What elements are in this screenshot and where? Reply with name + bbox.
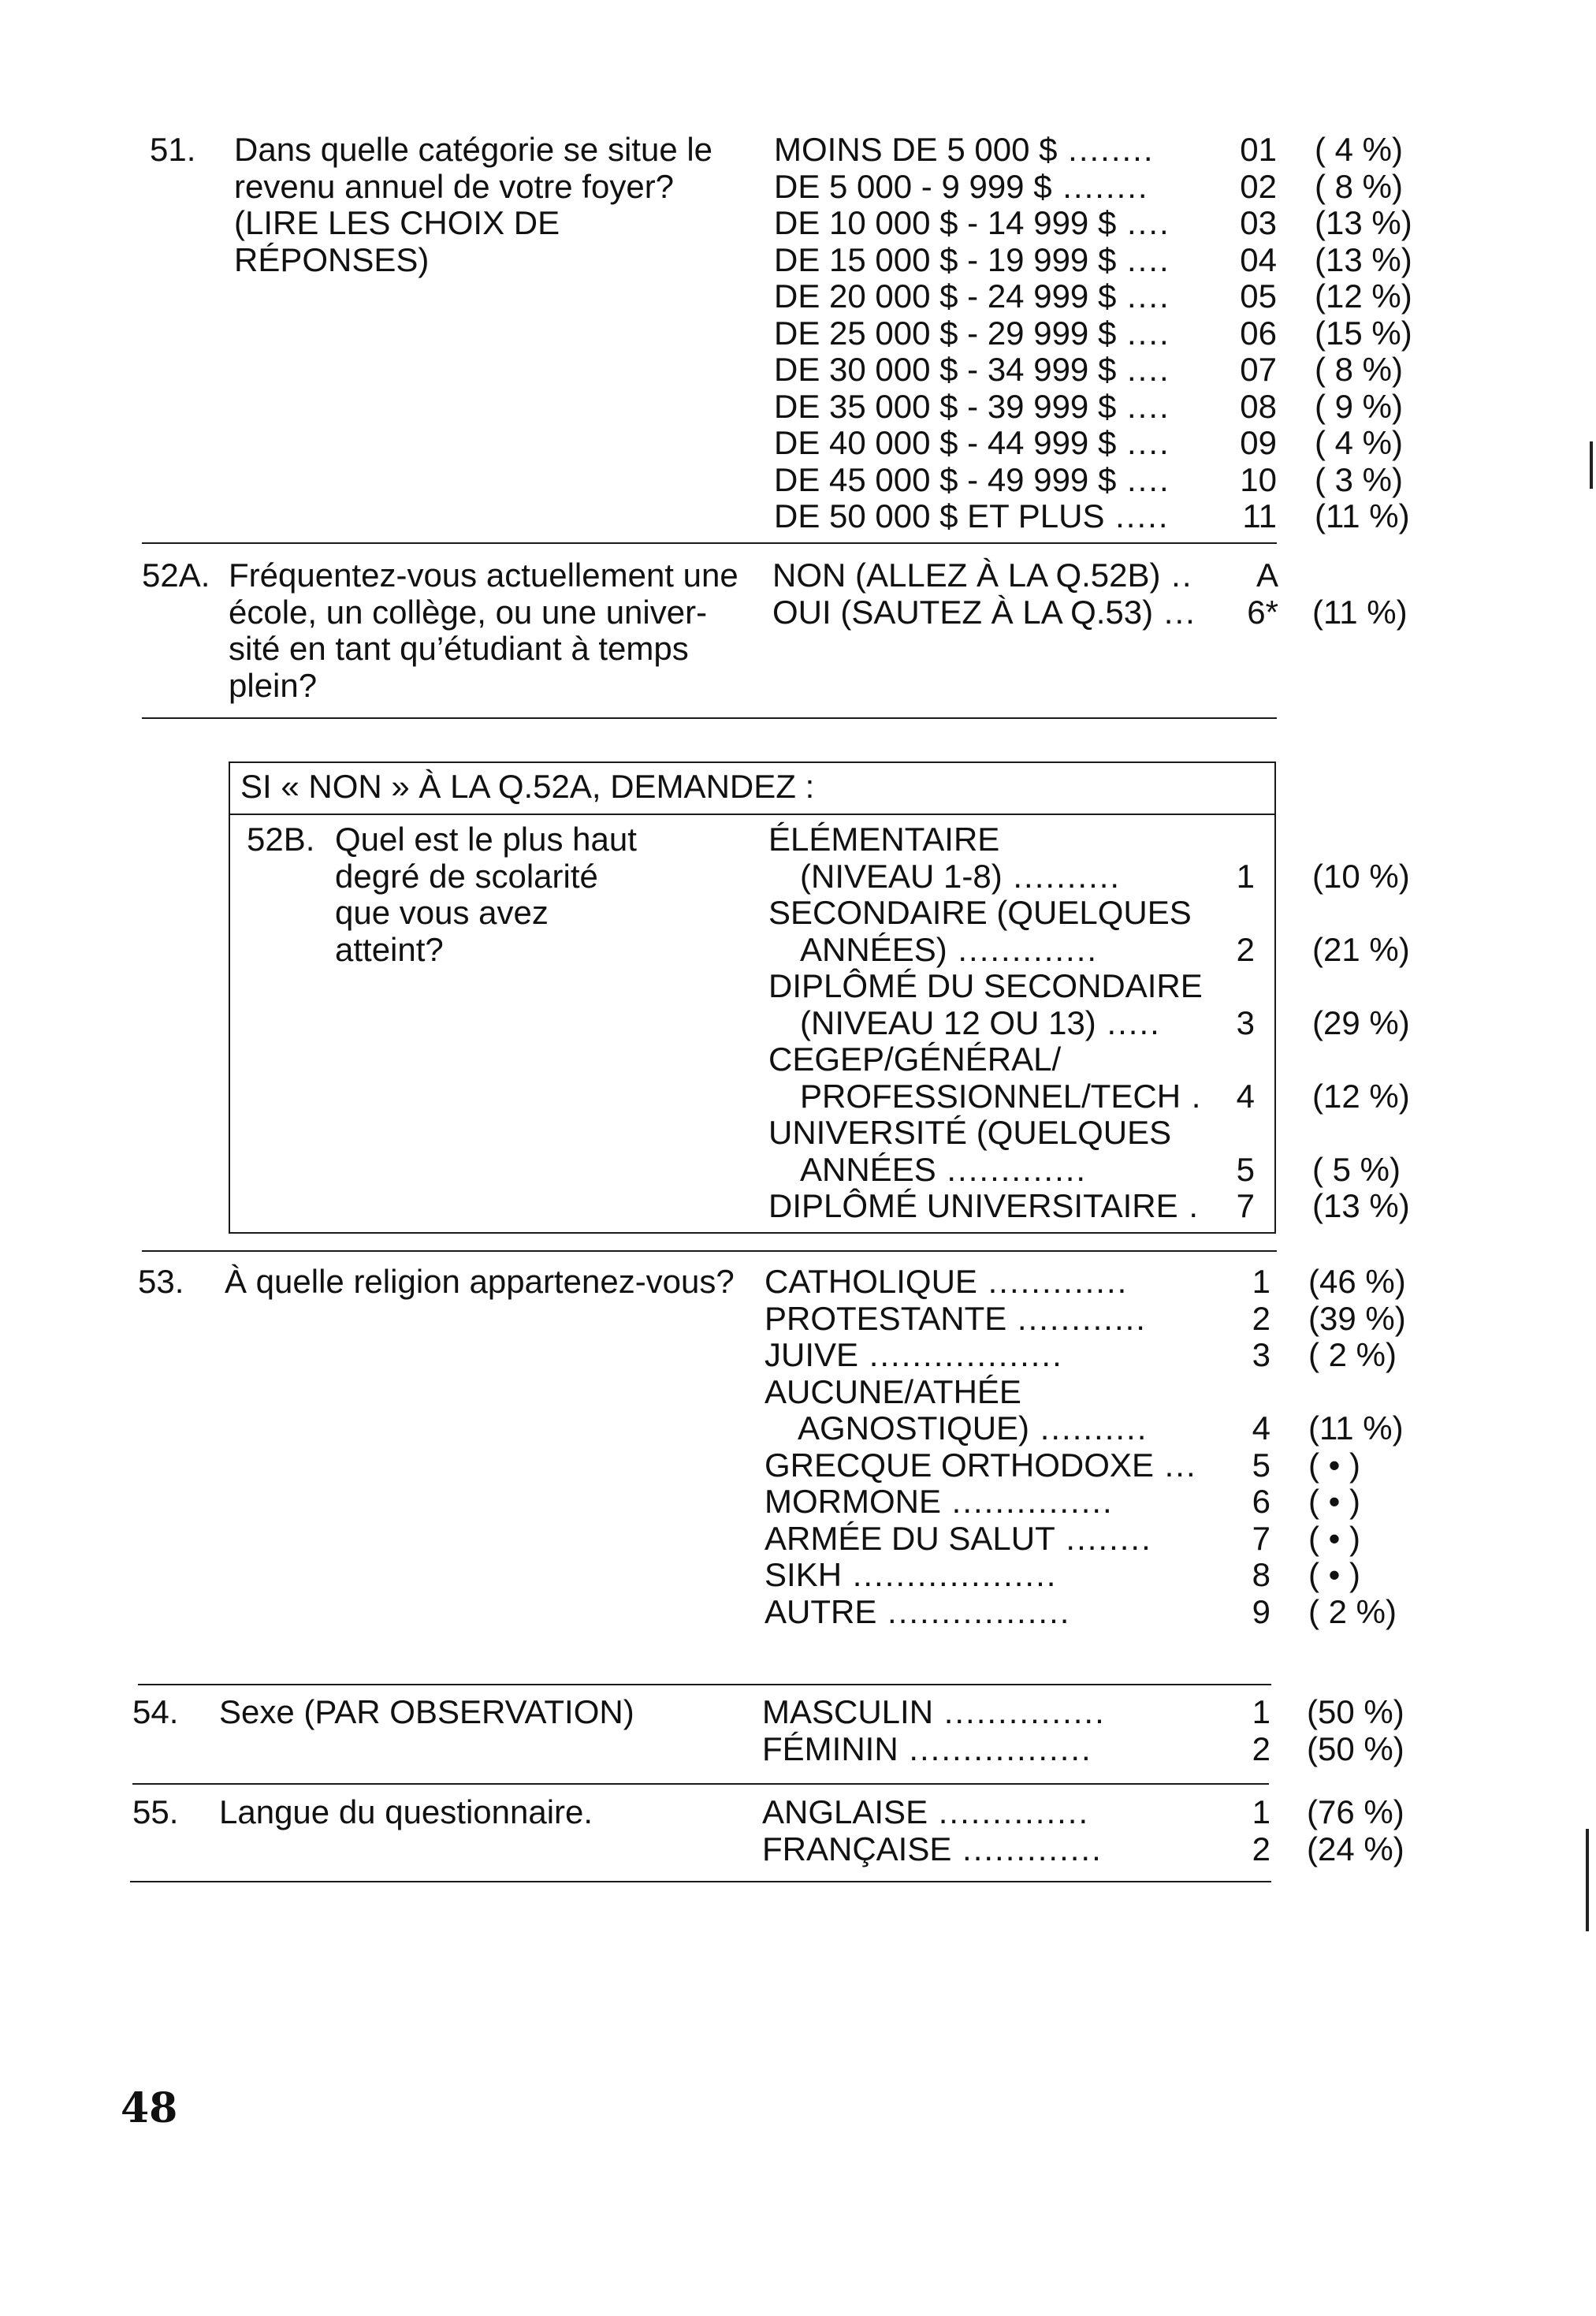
- q51-text-line: Dans quelle catégorie se situe le: [234, 131, 713, 168]
- q51-option-leader-dots: .....: [1104, 497, 1170, 534]
- q51-option-text: DE 25 000 $ - 29 999 $: [774, 314, 1117, 352]
- q52b-option-text: ANNÉES: [800, 1150, 936, 1188]
- q51-number: 51.: [150, 131, 196, 168]
- q52a-number: 52A.: [142, 557, 210, 594]
- q51-option-label: [774, 205, 1170, 242]
- q52b-option-label: [800, 1005, 1161, 1042]
- q51-option-label: [774, 278, 1170, 315]
- q52a-option-code: 6*: [1247, 593, 1278, 631]
- q52a-text-line: Fréquentez-vous actuellement une: [229, 557, 738, 594]
- q53-option-percentage: ( • ): [1308, 1446, 1361, 1484]
- q51-option-label: [774, 242, 1170, 279]
- q55-number: 55.: [132, 1793, 179, 1830]
- q53-option-heading: AUCUNE/ATHÉE: [765, 1372, 1021, 1410]
- q53-option-label: [765, 1557, 1057, 1594]
- q55-question-text: [219, 1794, 724, 1831]
- q52b-option-percentage: (13 %): [1312, 1187, 1410, 1224]
- scan-mark: [1586, 1829, 1589, 1931]
- q53-option-leader-dots: ..................: [858, 1336, 1063, 1373]
- q51-option-leader-dots: ....: [1116, 240, 1170, 278]
- q51-option-leader-dots: ........: [1057, 131, 1155, 168]
- q52b-option-text: ANNÉES): [800, 930, 947, 968]
- q52b-option-code: 5: [1236, 1150, 1255, 1188]
- section-divider: [132, 1783, 1269, 1785]
- q51-option-percentage: (12 %): [1315, 277, 1412, 315]
- q53-option-code: 5: [1252, 1446, 1270, 1484]
- q54-number: 54.: [132, 1693, 179, 1730]
- q52b-question-text: [335, 821, 839, 968]
- q51-option-leader-dots: ....: [1116, 277, 1170, 315]
- section-divider: [142, 542, 1277, 544]
- q54-text-line: Sexe (PAR OBSERVATION): [219, 1693, 634, 1730]
- q52a-text-line: école, un collège, ou une univer-: [229, 593, 708, 631]
- q51-option-label: [774, 352, 1170, 389]
- q51-option-percentage: (15 %): [1315, 314, 1412, 352]
- q52a-option-label: [772, 594, 1196, 631]
- q52b-option-leader-dots: .: [1181, 1077, 1203, 1115]
- q51-option-leader-dots: ....: [1116, 460, 1170, 498]
- q52b-option-code: 3: [1236, 1003, 1255, 1041]
- q53-option-text: GRECQUE ORTHODOXE: [765, 1446, 1154, 1484]
- q51-option-code: 11: [1242, 497, 1277, 534]
- q52b-text-line: atteint?: [335, 930, 444, 968]
- q53-option-label: [765, 1337, 1063, 1374]
- q52b-option-leader-dots: .............: [936, 1150, 1088, 1188]
- q52b-option-text: DIPLÔMÉ UNIVERSITAIRE: [768, 1187, 1178, 1224]
- q52b-option-leader-dots: .: [1177, 1187, 1200, 1224]
- q55-text-line: Langue du questionnaire.: [219, 1793, 593, 1830]
- q52a-question-text: [229, 557, 738, 704]
- q52b-option-leader-dots: .............: [947, 930, 1099, 968]
- q53-option-code: 4: [1252, 1409, 1270, 1447]
- q55-option-code: 1: [1252, 1793, 1270, 1830]
- q51-option-percentage: ( 4 %): [1315, 424, 1404, 461]
- q53-option-text: AGNOSTIQUE): [798, 1409, 1030, 1447]
- scan-mark: [1590, 441, 1593, 489]
- q52b-option-code: 4: [1236, 1077, 1255, 1115]
- q51-option-percentage: ( 3 %): [1315, 460, 1404, 498]
- q53-option-percentage: ( • ): [1308, 1556, 1361, 1593]
- q54-option-label: [762, 1731, 1092, 1768]
- q55-option-text: ANGLAISE: [762, 1793, 928, 1830]
- q52a-option-leader-dots: ...: [1153, 593, 1196, 631]
- q52a-text-line: sité en tant qu’étudiant à temps: [229, 630, 689, 667]
- q51-option-text: MOINS DE 5 000 $: [774, 131, 1058, 168]
- q52b-text-line: que vous avez: [335, 894, 549, 931]
- q54-option-code: 2: [1252, 1730, 1270, 1767]
- q54-option-text: FÉMININ: [762, 1730, 898, 1767]
- q52a-text-line: plein?: [229, 666, 318, 704]
- q51-option-code: 06: [1240, 314, 1277, 352]
- q52b-option-percentage: (10 %): [1312, 857, 1410, 895]
- q52b-option-percentage: (12 %): [1312, 1077, 1410, 1115]
- q53-option-percentage: ( • ): [1308, 1519, 1361, 1557]
- q53-option-label: [765, 1521, 1152, 1558]
- q51-option-code: 03: [1240, 204, 1277, 241]
- q53-option-text: CATHOLIQUE: [765, 1263, 977, 1300]
- q51-option-label: [774, 169, 1149, 206]
- q55-option-percentage: (76 %): [1307, 1793, 1404, 1830]
- q53-option-percentage: (39 %): [1308, 1299, 1406, 1337]
- q53-number: 53.: [138, 1263, 184, 1300]
- q52b-option-label: [800, 858, 1121, 895]
- q53-option-leader-dots: .............: [977, 1263, 1129, 1300]
- q53-text-line: À quelle religion appartenez-vous?: [225, 1263, 735, 1300]
- q54-option-text: MASCULIN: [762, 1693, 934, 1730]
- q51-option-code: 10: [1240, 460, 1277, 498]
- q51-option-text: DE 5 000 - 9 999 $: [774, 167, 1052, 205]
- q53-option-percentage: ( 2 %): [1308, 1336, 1397, 1373]
- q53-option-percentage: ( 2 %): [1308, 1592, 1397, 1630]
- q51-option-percentage: ( 8 %): [1315, 351, 1404, 388]
- q52b-option-label: [768, 1188, 1200, 1225]
- q51-option-percentage: (13 %): [1315, 204, 1412, 241]
- q51-option-code: 07: [1240, 351, 1277, 388]
- q51-option-leader-dots: ....: [1116, 314, 1170, 352]
- q52b-option-percentage: (29 %): [1312, 1003, 1410, 1041]
- q53-option-leader-dots: ...............: [941, 1483, 1114, 1520]
- q52b-option-heading: CEGEP/GÉNÉRAL/: [768, 1041, 1062, 1078]
- q55-option-text: FRANÇAISE: [762, 1830, 952, 1867]
- q51-option-code: 01: [1240, 131, 1277, 168]
- q52b-text-line: degré de scolarité: [335, 857, 598, 895]
- q51-option-text: DE 45 000 $ - 49 999 $: [774, 460, 1117, 498]
- q52b-option-text: PROFESSIONNEL/TECH: [800, 1077, 1181, 1115]
- q51-option-leader-dots: ....: [1116, 351, 1170, 388]
- q51-option-label: [774, 315, 1170, 352]
- q54-option-percentage: (50 %): [1307, 1693, 1404, 1730]
- q53-option-label: [765, 1594, 1070, 1631]
- q52b-text-line: Quel est le plus haut: [335, 821, 637, 858]
- q52b-option-heading: DIPLÔMÉ DU SECONDAIRE: [768, 967, 1203, 1004]
- q53-option-text: SIKH: [765, 1556, 843, 1593]
- q55-option-label: [762, 1794, 1089, 1831]
- section-divider: [138, 1684, 1271, 1685]
- q52b-option-heading: UNIVERSITÉ (QUELQUES: [768, 1114, 1172, 1151]
- q53-option-label: [765, 1301, 1147, 1338]
- q52b-option-percentage: (21 %): [1312, 930, 1410, 968]
- q51-option-text: DE 35 000 $ - 39 999 $: [774, 387, 1117, 425]
- q51-option-percentage: ( 4 %): [1315, 131, 1404, 168]
- q52b-option-percentage: ( 5 %): [1312, 1150, 1401, 1188]
- q51-option-text: DE 30 000 $ - 34 999 $: [774, 351, 1117, 388]
- q53-option-code: 1: [1252, 1263, 1270, 1300]
- q51-option-percentage: ( 8 %): [1315, 167, 1404, 205]
- q53-option-code: 6: [1252, 1483, 1270, 1520]
- q51-option-label: [774, 498, 1169, 535]
- q51-option-leader-dots: ....: [1116, 204, 1170, 241]
- q53-option-text: AUTRE: [765, 1592, 877, 1630]
- q51-option-text: DE 50 000 $ ET PLUS: [774, 497, 1105, 534]
- q52b-option-code: 2: [1236, 930, 1255, 968]
- q51-option-percentage: (13 %): [1315, 240, 1412, 278]
- q51-option-code: 05: [1240, 277, 1277, 315]
- q53-option-code: 9: [1252, 1592, 1270, 1630]
- q53-option-percentage: (11 %): [1308, 1409, 1404, 1447]
- section-divider: [142, 1250, 1277, 1252]
- q51-option-code: 09: [1240, 424, 1277, 461]
- q53-option-code: 3: [1252, 1336, 1270, 1373]
- q51-text-line: (LIRE LES CHOIX DE: [234, 204, 560, 241]
- q52a-option-code: A: [1256, 557, 1278, 594]
- q51-option-code: 08: [1240, 387, 1277, 425]
- q51-option-text: DE 15 000 $ - 19 999 $: [774, 240, 1117, 278]
- q53-option-leader-dots: .................: [876, 1592, 1071, 1630]
- q53-option-leader-dots: ...................: [842, 1556, 1058, 1593]
- q52b-option-leader-dots: ..........: [1002, 857, 1122, 895]
- q53-option-percentage: ( • ): [1308, 1483, 1361, 1520]
- q53-option-label: [798, 1410, 1148, 1447]
- page-number: 48: [121, 2084, 178, 2132]
- q55-option-leader-dots: .............: [951, 1830, 1103, 1867]
- q54-question-text: [219, 1694, 724, 1731]
- q52b-option-heading: ÉLÉMENTAIRE: [768, 821, 1000, 858]
- q53-option-code: 8: [1252, 1556, 1270, 1593]
- q52b-option-label: [800, 1078, 1202, 1115]
- q53-option-leader-dots: ...: [1153, 1446, 1197, 1484]
- q51-option-text: DE 40 000 $ - 44 999 $: [774, 424, 1117, 461]
- q53-option-leader-dots: ........: [1055, 1519, 1152, 1557]
- section-divider: [130, 1881, 1271, 1882]
- q52a-option-text: NON (ALLEZ À LA Q.52B): [772, 557, 1161, 594]
- q52b-option-code: 7: [1236, 1187, 1255, 1224]
- q51-option-text: DE 20 000 $ - 24 999 $: [774, 277, 1117, 315]
- q53-question-text: [225, 1263, 735, 1301]
- q52b-box-header: SI « NON » À LA Q.52A, DEMANDEZ :: [240, 768, 815, 805]
- q51-option-leader-dots: ....: [1116, 424, 1170, 461]
- q53-option-text: ARMÉE DU SALUT: [765, 1519, 1055, 1557]
- q53-option-label: [765, 1484, 1114, 1521]
- q53-option-label: [765, 1447, 1197, 1484]
- section-divider: [142, 717, 1277, 719]
- q53-option-text: JUIVE: [765, 1336, 859, 1373]
- q52b-option-text: (NIVEAU 1-8): [800, 857, 1003, 895]
- q54-option-leader-dots: .................: [898, 1730, 1092, 1767]
- q53-option-text: MORMONE: [765, 1483, 941, 1520]
- q55-option-code: 2: [1252, 1830, 1270, 1867]
- q51-option-leader-dots: ........: [1051, 167, 1149, 205]
- q52a-option-text: OUI (SAUTEZ À LA Q.53): [772, 593, 1154, 631]
- q55-option-leader-dots: ..............: [928, 1793, 1090, 1830]
- q51-option-label: [774, 462, 1170, 499]
- q52b-number: 52B.: [247, 821, 315, 858]
- q53-option-text: PROTESTANTE: [765, 1299, 1007, 1337]
- q51-option-label: [774, 132, 1155, 169]
- q51-option-label: [774, 389, 1170, 426]
- q54-option-label: [762, 1694, 1106, 1731]
- q53-option-leader-dots: ..........: [1029, 1409, 1148, 1447]
- q53-option-code: 7: [1252, 1519, 1270, 1557]
- q51-text-line: RÉPONSES): [234, 240, 430, 278]
- q53-option-code: 2: [1252, 1299, 1270, 1337]
- q51-option-label: [774, 425, 1170, 462]
- q51-option-leader-dots: ....: [1116, 387, 1170, 425]
- q52a-option-leader-dots: ..: [1160, 557, 1193, 594]
- q55-option-percentage: (24 %): [1307, 1830, 1404, 1867]
- q52b-option-code: 1: [1236, 857, 1255, 895]
- q54-option-code: 1: [1252, 1693, 1270, 1730]
- q51-option-text: DE 10 000 $ - 14 999 $: [774, 204, 1117, 241]
- q54-option-leader-dots: ...............: [933, 1693, 1106, 1730]
- q52b-option-leader-dots: .....: [1096, 1003, 1161, 1041]
- q51-option-percentage: ( 9 %): [1315, 387, 1404, 425]
- q53-option-percentage: (46 %): [1308, 1263, 1406, 1300]
- q53-option-label: [765, 1264, 1128, 1301]
- q51-option-percentage: (11 %): [1315, 497, 1410, 534]
- q55-option-label: [762, 1831, 1103, 1868]
- q53-option-leader-dots: ............: [1006, 1299, 1147, 1337]
- q52b-option-label: [800, 1152, 1087, 1189]
- q52b-option-text: (NIVEAU 12 OU 13): [800, 1003, 1096, 1041]
- q52a-option-label: [772, 557, 1193, 594]
- q54-option-percentage: (50 %): [1307, 1730, 1404, 1767]
- q52a-option-percentage: (11 %): [1312, 593, 1408, 631]
- q52b-option-heading: SECONDAIRE (QUELQUES: [768, 894, 1192, 931]
- q52b-option-label: [800, 932, 1098, 969]
- q51-question-text: [234, 132, 738, 278]
- q51-option-code: 02: [1240, 167, 1277, 205]
- q51-option-code: 04: [1240, 240, 1277, 278]
- q51-text-line: revenu annuel de votre foyer?: [234, 167, 675, 205]
